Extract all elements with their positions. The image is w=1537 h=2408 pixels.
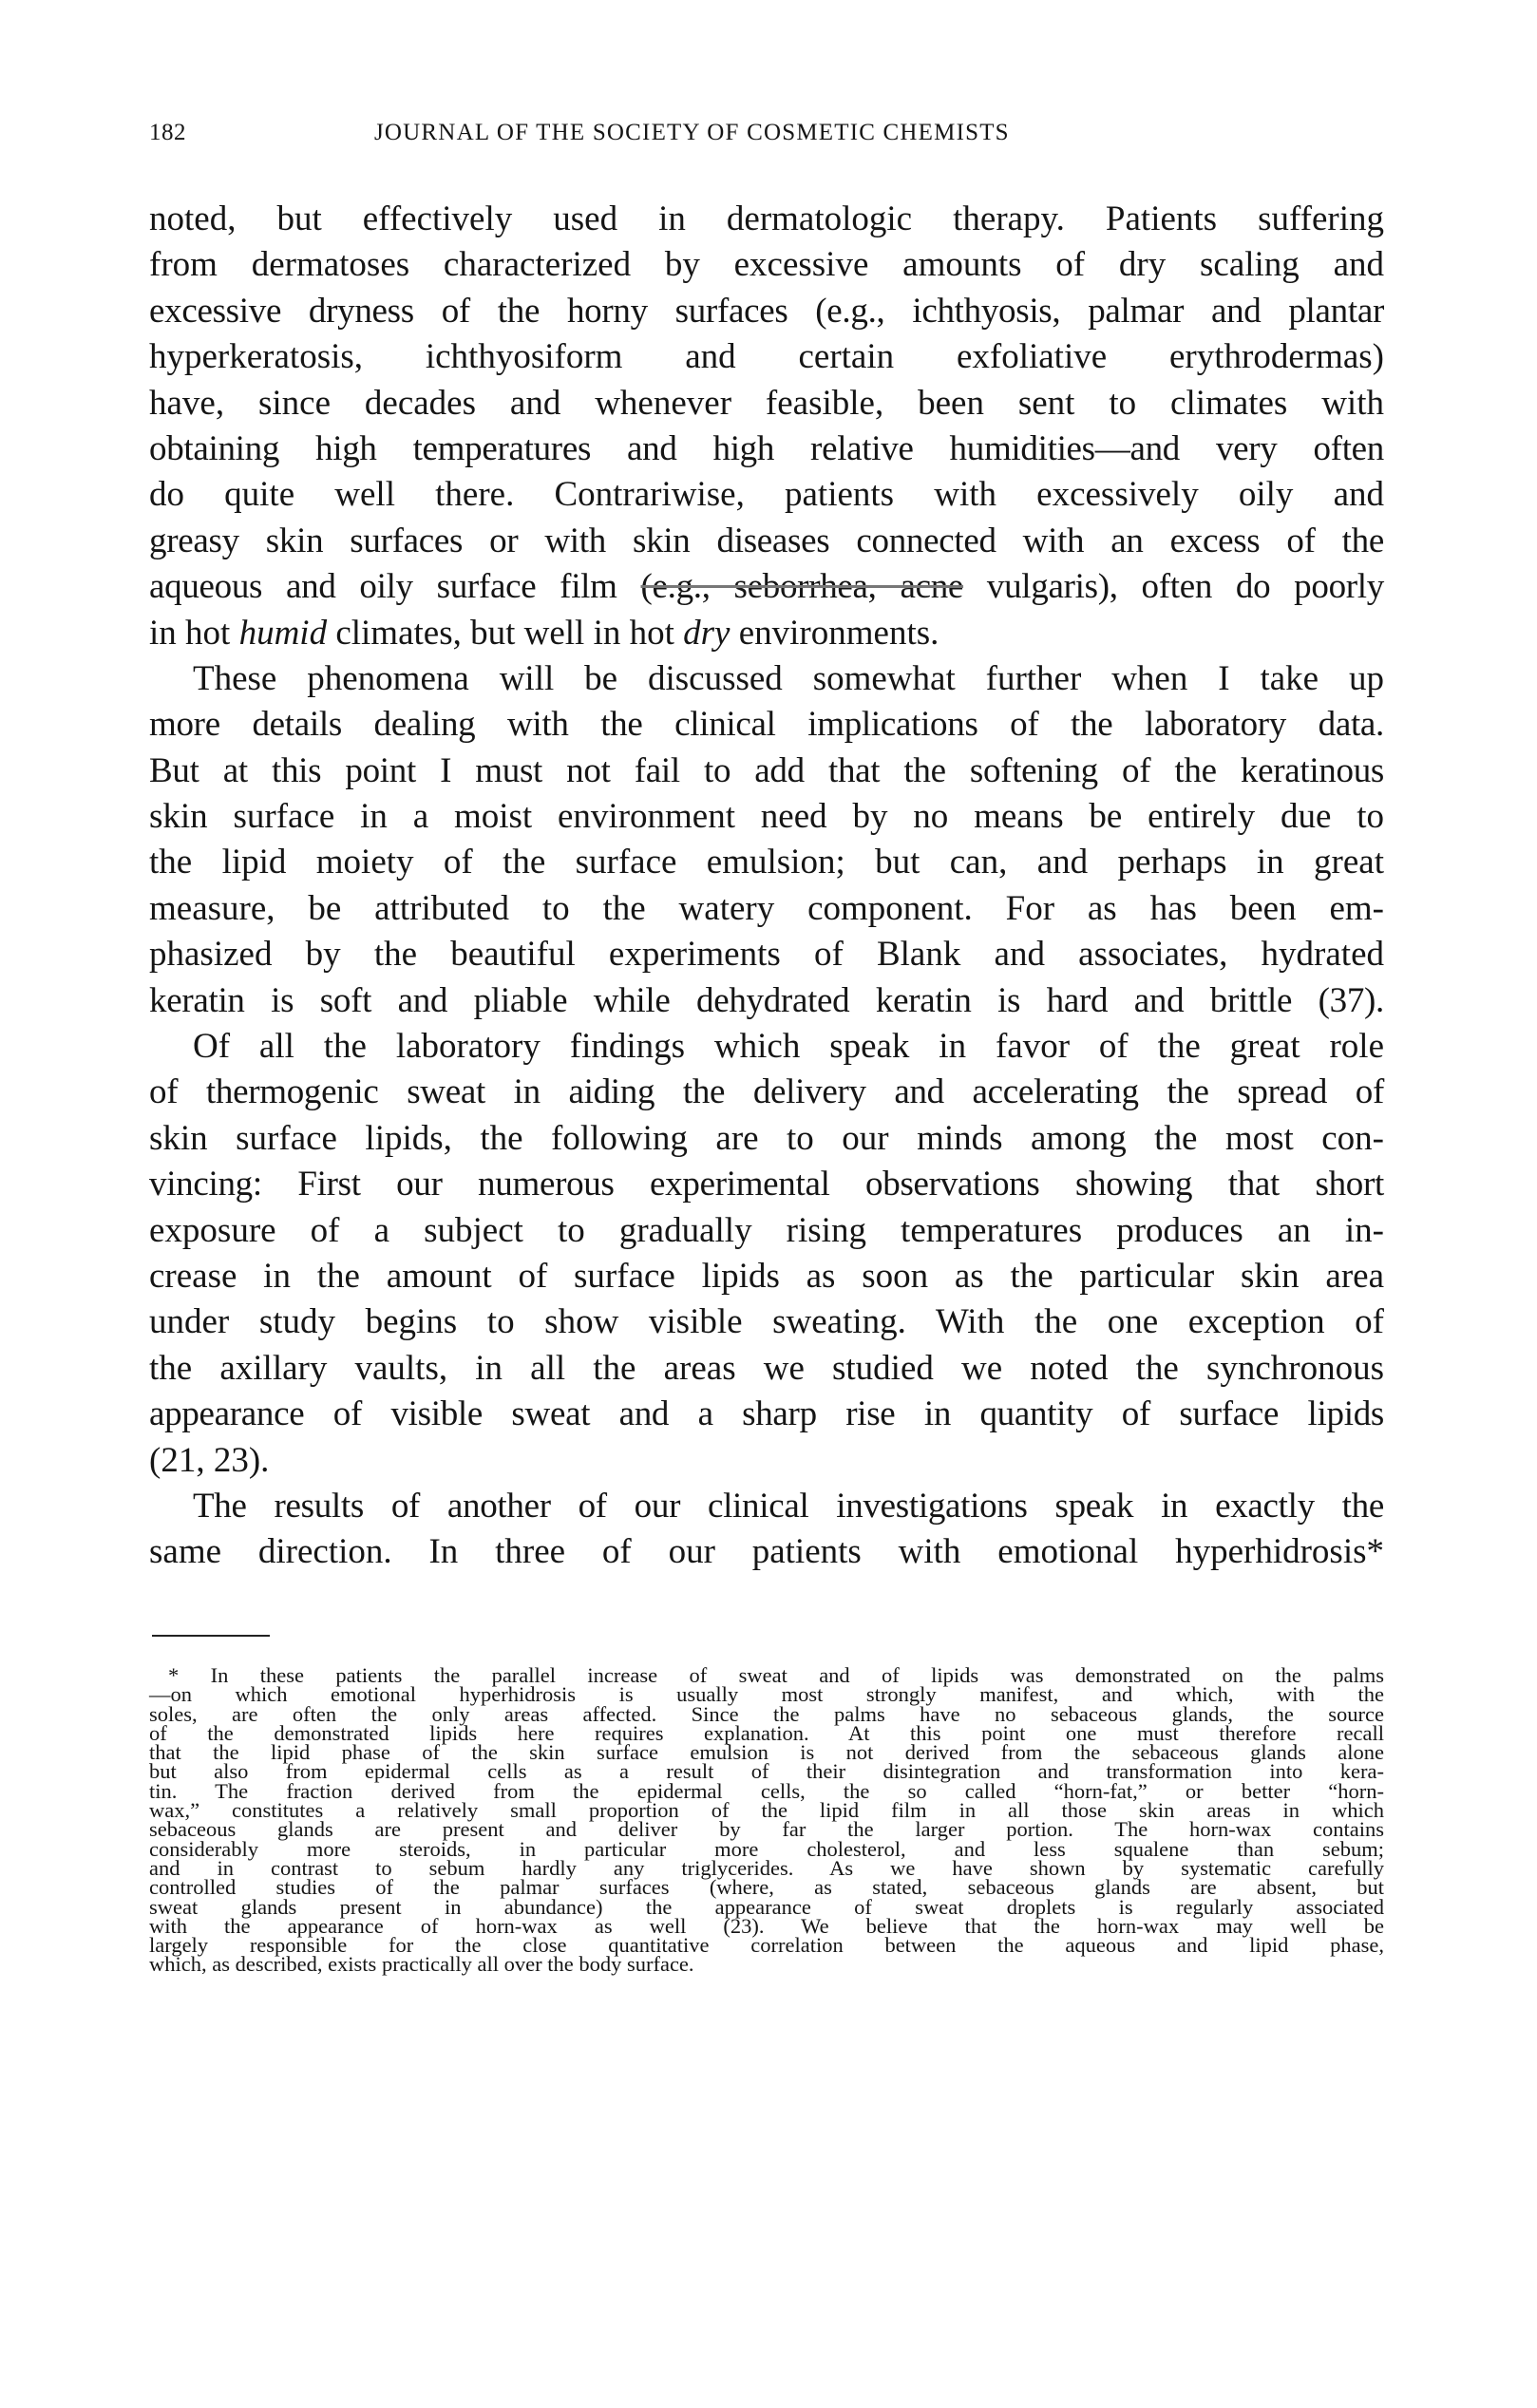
text-line: (21, 23). — [149, 1440, 270, 1480]
text-line: phasized by the beautiful experiments of Blank and associates, hydrated — [149, 935, 1384, 975]
text-line: These phenomena will be discussed somewhat further when I take up — [193, 658, 1384, 698]
text-line: measure, be attributed to the watery component. For as has been em- — [149, 888, 1384, 928]
paragraph-1 — [149, 197, 1384, 656]
footnote-line: largely responsible for the close quantitative correlation between the aqueous and lipid phase, — [149, 1933, 1384, 1958]
footnote-line: soles, are often the only areas affected. Since the palms have no sebaceous glands, the source — [149, 1701, 1384, 1726]
footnote-line: and in contrast to sebum hardly any triglycerides. As we have shown by systematic carefully — [149, 1855, 1384, 1880]
footnote-line: wax,” constitutes a relatively small proportion of the lipid film in all those skin areas in which — [149, 1798, 1384, 1823]
page-number: 182 — [149, 120, 186, 145]
footnote-line: which, as described, exists practically all over the body surface. — [149, 1952, 694, 1977]
body-text — [149, 197, 1384, 1576]
text-line: crease in the amount of surface lipids as soon as the particular skin area — [149, 1256, 1384, 1296]
footnote-line: considerably more steroids, in particular more cholesterol, and less squalene than sebum; — [149, 1836, 1384, 1861]
text-line: more details dealing with the clinical implications of the laboratory data. — [149, 705, 1384, 745]
text-line: same direction. In three of our patients with emotional hyperhidrosis* — [149, 1532, 1384, 1572]
text-line: The results of another of our clinical investigations speak in exactly the — [193, 1486, 1384, 1526]
footnote-line: tin. The fraction derived from the epidermal cells, the so called “horn-fat,” or better “horn- — [149, 1778, 1384, 1803]
paragraph-2 — [149, 656, 1384, 1024]
text-line: noted, but effectively used in dermatologic therapy. Patients suffering — [149, 199, 1384, 238]
text-line: But at this point I must not fail to add that the softening of the keratinous — [149, 750, 1384, 790]
text-line: exposure of a subject to gradually rising temperatures produces an in- — [149, 1210, 1384, 1250]
text-line: appearance of visible sweat and a sharp rise in quantity of surface lipids — [149, 1394, 1384, 1434]
footnote-line: that the lipid phase of the skin surface emulsion is not derived from the sebaceous glands alone — [149, 1740, 1384, 1765]
text-line: greasy skin surfaces or with skin diseases connected with an excess of the — [149, 521, 1384, 560]
text-line: the lipid moiety of the surface emulsion; but can, and perhaps in great — [149, 843, 1384, 882]
footnote — [149, 1663, 1384, 1977]
journal-title: JOURNAL OF THE SOCIETY OF COSMETIC CHEMISTS — [374, 120, 1010, 145]
text-line: do quite well there. Contrariwise, patients with excessively oily and — [149, 475, 1384, 515]
emphasis-dry: dry — [683, 613, 731, 653]
text-line: of thermogenic sweat in aiding the delivery and accelerating the spread of — [149, 1072, 1384, 1112]
running-header — [149, 120, 1384, 154]
footnote-line: * In these patients the parallel increase of sweat and of lipids was demonstrated on the palms — [168, 1663, 1384, 1687]
struck-text: (e.g., seborrhea, acne — [640, 567, 964, 607]
footnote-line: of the demonstrated lipids here requires explanation. At this point one must therefore recall — [149, 1720, 1384, 1745]
footnote-line: sweat glands present in abundance) the appearance of sweat droplets is regularly associated — [149, 1894, 1384, 1919]
paragraph-4 — [149, 1484, 1384, 1576]
footnote-line: controlled studies of the palmar surfaces (where, as stated, sebaceous glands are absent, but — [149, 1875, 1384, 1900]
text-line-with-strikethrough: aqueous and oily surface film (e.g., seborrhea, acne vulgaris), often do poorly — [149, 567, 1384, 607]
emphasis-humid: humid — [238, 613, 328, 653]
text-line: vincing: First our numerous experimental observations showing that short — [149, 1165, 1384, 1204]
text-line: under study begins to show visible sweating. With the one exception of — [149, 1302, 1384, 1342]
text-line: Of all the laboratory findings which speak in favor of the great role — [193, 1027, 1384, 1067]
text-line: the axillary vaults, in all the areas we studied we noted the synchronous — [149, 1348, 1384, 1388]
text-line: in hot humid climates, but well in hot dry environments. — [149, 613, 939, 653]
text-line: skin surface in a moist environment need by no means be entirely due to — [149, 797, 1384, 837]
footnote-line: —on which emotional hyperhidrosis is usually most strongly manifest, and which, with the — [149, 1682, 1384, 1707]
footnote-line: sebaceous glands are present and deliver by far the larger portion. The horn-wax contains — [149, 1817, 1384, 1842]
text-line: keratin is soft and pliable while dehydrated keratin is hard and brittle (37). — [149, 980, 1384, 1020]
footnote-rule — [152, 1635, 270, 1637]
footnote-line: but also from epidermal cells as a result of their disintegration and transformation into kera- — [149, 1759, 1384, 1784]
text-line: skin surface lipids, the following are to our minds among the most con- — [149, 1118, 1384, 1158]
text-line: from dermatoses characterized by excessive amounts of dry scaling and — [149, 245, 1384, 285]
text-line: obtaining high temperatures and high relative humidities—and very often — [149, 428, 1384, 468]
text-line: excessive dryness of the horny surfaces (e.g., ichthyosis, palmar and plantar — [149, 291, 1384, 331]
footnote-line: with the appearance of horn-wax as well (23). We believe that the horn-wax may well be — [149, 1913, 1384, 1938]
text-line: hyperkeratosis, ichthyosiform and certain exfoliative erythrodermas) — [149, 337, 1384, 377]
text-line: have, since decades and whenever feasible, been sent to climates with — [149, 383, 1384, 423]
paragraph-3 — [149, 1024, 1384, 1484]
